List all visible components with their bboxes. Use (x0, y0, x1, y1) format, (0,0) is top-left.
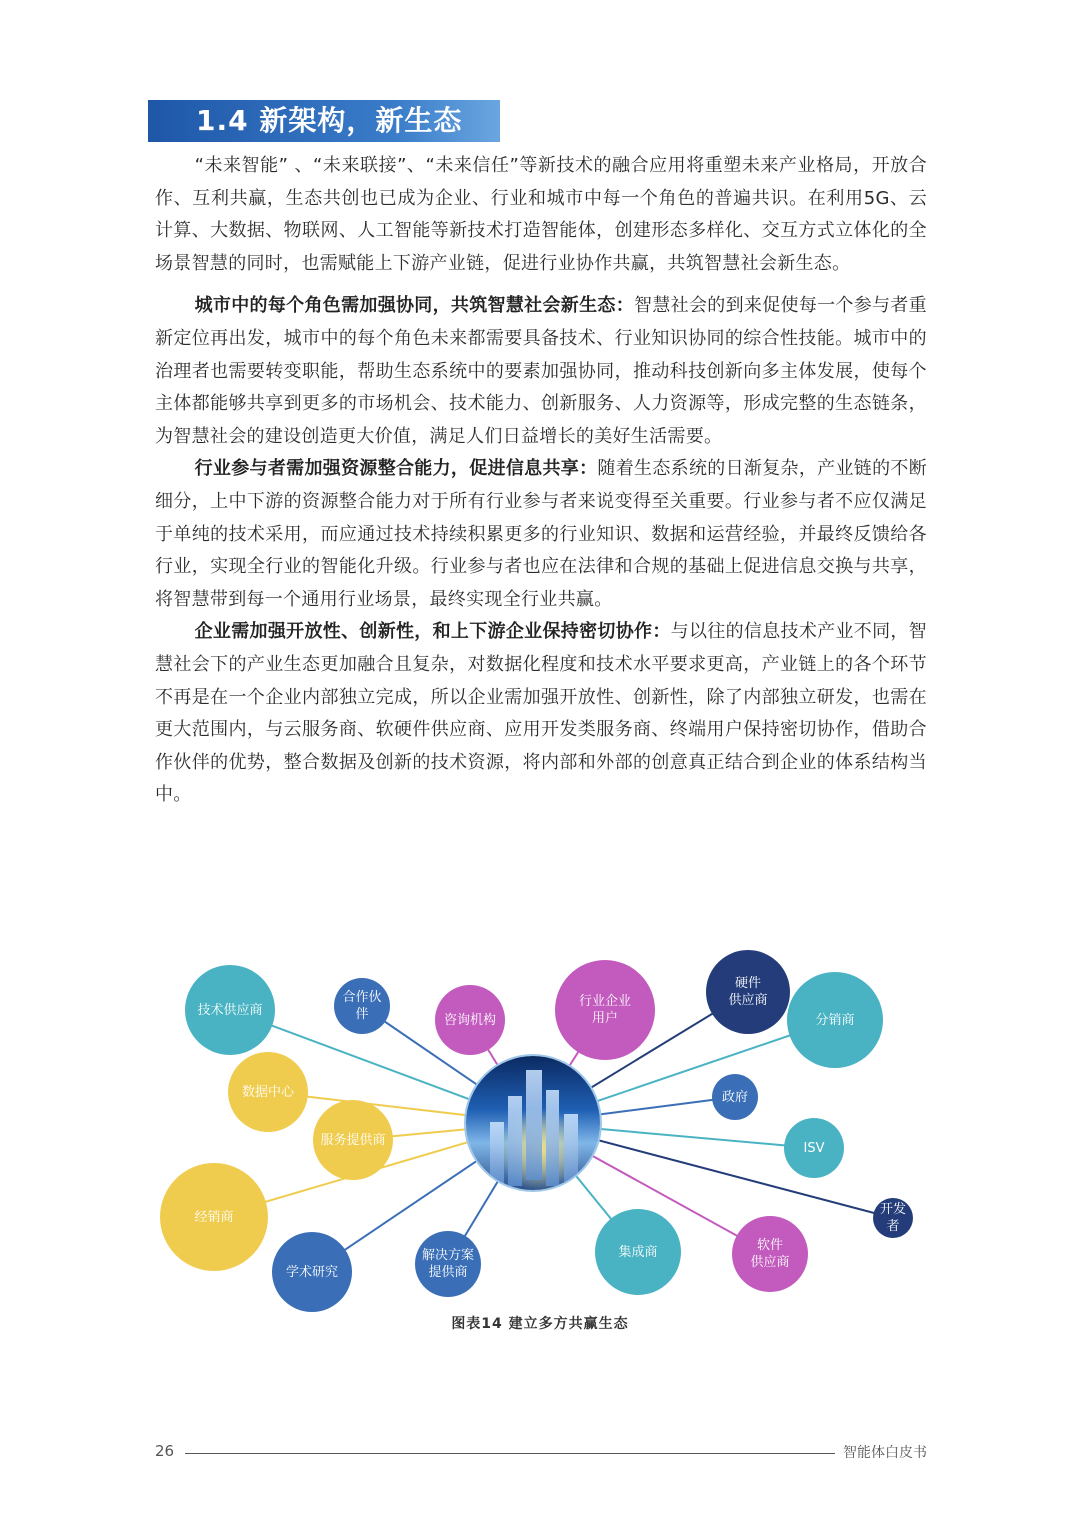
node-service-provider: 服务提供商 (313, 1100, 393, 1180)
paragraph-2-text: 智慧社会的到来促使每一个参与者重新定位再出发，城市中的每个角色未来都需要具备技术、行业知识协同的综合性技能。城市中的治理者也需要转变职能，帮助生态系统中的要素加强协同，推动科技创新向多主体发展，使每个主体都能够共享到更多的市场机会、技术能力、创新服务、人力资源等，形成完整的生态链条，为智慧社会的建设创造更大价值，满足人们日益增长的美好生活需要。 (155, 295, 927, 447)
ecosystem-diagram (150, 940, 930, 1320)
node-partner: 合作伙伴 (334, 978, 390, 1034)
paragraph-3 (155, 453, 927, 616)
body-text (155, 150, 927, 812)
paragraph-1-text: “未来智能” 、“未来联接”、“未来信任”等新技术的融合应用将重塑未来产业格局，开放合作、互利共赢，生态共创也已成为企业、行业和城市中每一个角色的普遍共识。在利用5G、云计算、大数据、物联网、人工智能等新技术打造智能体，创建形态多样化、交互方式立体化的全场景智慧的同时，也需赋能上下游产业链，促进行业协作共赢，共筑智慧社会新生态。 (155, 155, 927, 274)
paragraph-2 (155, 290, 927, 453)
paragraph-4 (155, 616, 927, 812)
city-hub-image (466, 1056, 600, 1190)
section-title-bar (148, 100, 500, 142)
paragraph-4-lead: 企业需加强开放性、创新性，和上下游企业保持密切协作： (194, 621, 671, 643)
page-number: 26 (155, 1442, 175, 1460)
paragraph-4-text: 与以往的信息技术产业不同，智慧社会下的产业生态更加融合且复杂，对数据化程度和技术水平要求更高，产业链上的各个环节不再是在一个企业内部独立完成，所以企业需加强开放性、创新性，除了内部独立研发，也需在更大范围内，与云服务商、软硬件供应商、应用开发类服务商、终端用户保持密切协作，借助合作伙伴的优势，整合数据及创新的技术资源，将内部和外部的创意真正结合到企业的体系结构当中。 (155, 621, 927, 806)
node-consulting: 咨询机构 (435, 985, 505, 1055)
section-title: 1.4 新架构，新生态 (196, 104, 463, 137)
footer-rule (185, 1453, 835, 1454)
node-developer: 开发者 (873, 1198, 913, 1238)
node-data-center: 数据中心 (228, 1052, 308, 1132)
paragraph-2-lead: 城市中的每个角色需加强协同，共筑智慧社会新生态： (194, 295, 635, 317)
node-reseller: 经销商 (160, 1163, 268, 1271)
paragraph-3-lead: 行业参与者需加强资源整合能力，促进信息共享： (194, 458, 598, 480)
node-industry-user: 行业企业 用户 (555, 960, 655, 1060)
node-academic: 学术研究 (272, 1232, 352, 1312)
page-footer (155, 1442, 927, 1464)
figure-caption: 图表14 建立多方共赢生态 (451, 1316, 629, 1332)
node-solution-provider: 解决方案 提供商 (415, 1231, 481, 1297)
node-government: 政府 (712, 1074, 758, 1120)
node-tech-supplier: 技术供应商 (185, 965, 275, 1055)
paragraph-1 (155, 150, 927, 280)
node-distributor: 分销商 (787, 972, 883, 1068)
node-software-supplier: 软件 供应商 (732, 1216, 808, 1292)
node-integrator: 集成商 (595, 1209, 681, 1295)
node-isv: ISV (784, 1118, 844, 1178)
paragraph-3-text: 随着生态系统的日渐复杂，产业链的不断细分，上中下游的资源整合能力对于所有行业参与者来说变得至关重要。行业参与者不应仅满足于单纯的技术采用，而应通过技术持续积累更多的行业知识、数据和运营经验，并最终反馈给各行业，实现全行业的智能化升级。行业参与者也应在法律和合规的基础上促进信息交换与共享，将智慧带到每一个通用行业场景，最终实现全行业共赢。 (155, 458, 927, 610)
footer-book-title: 智能体白皮书 (843, 1445, 927, 1461)
node-hardware-supplier: 硬件 供应商 (706, 950, 790, 1034)
